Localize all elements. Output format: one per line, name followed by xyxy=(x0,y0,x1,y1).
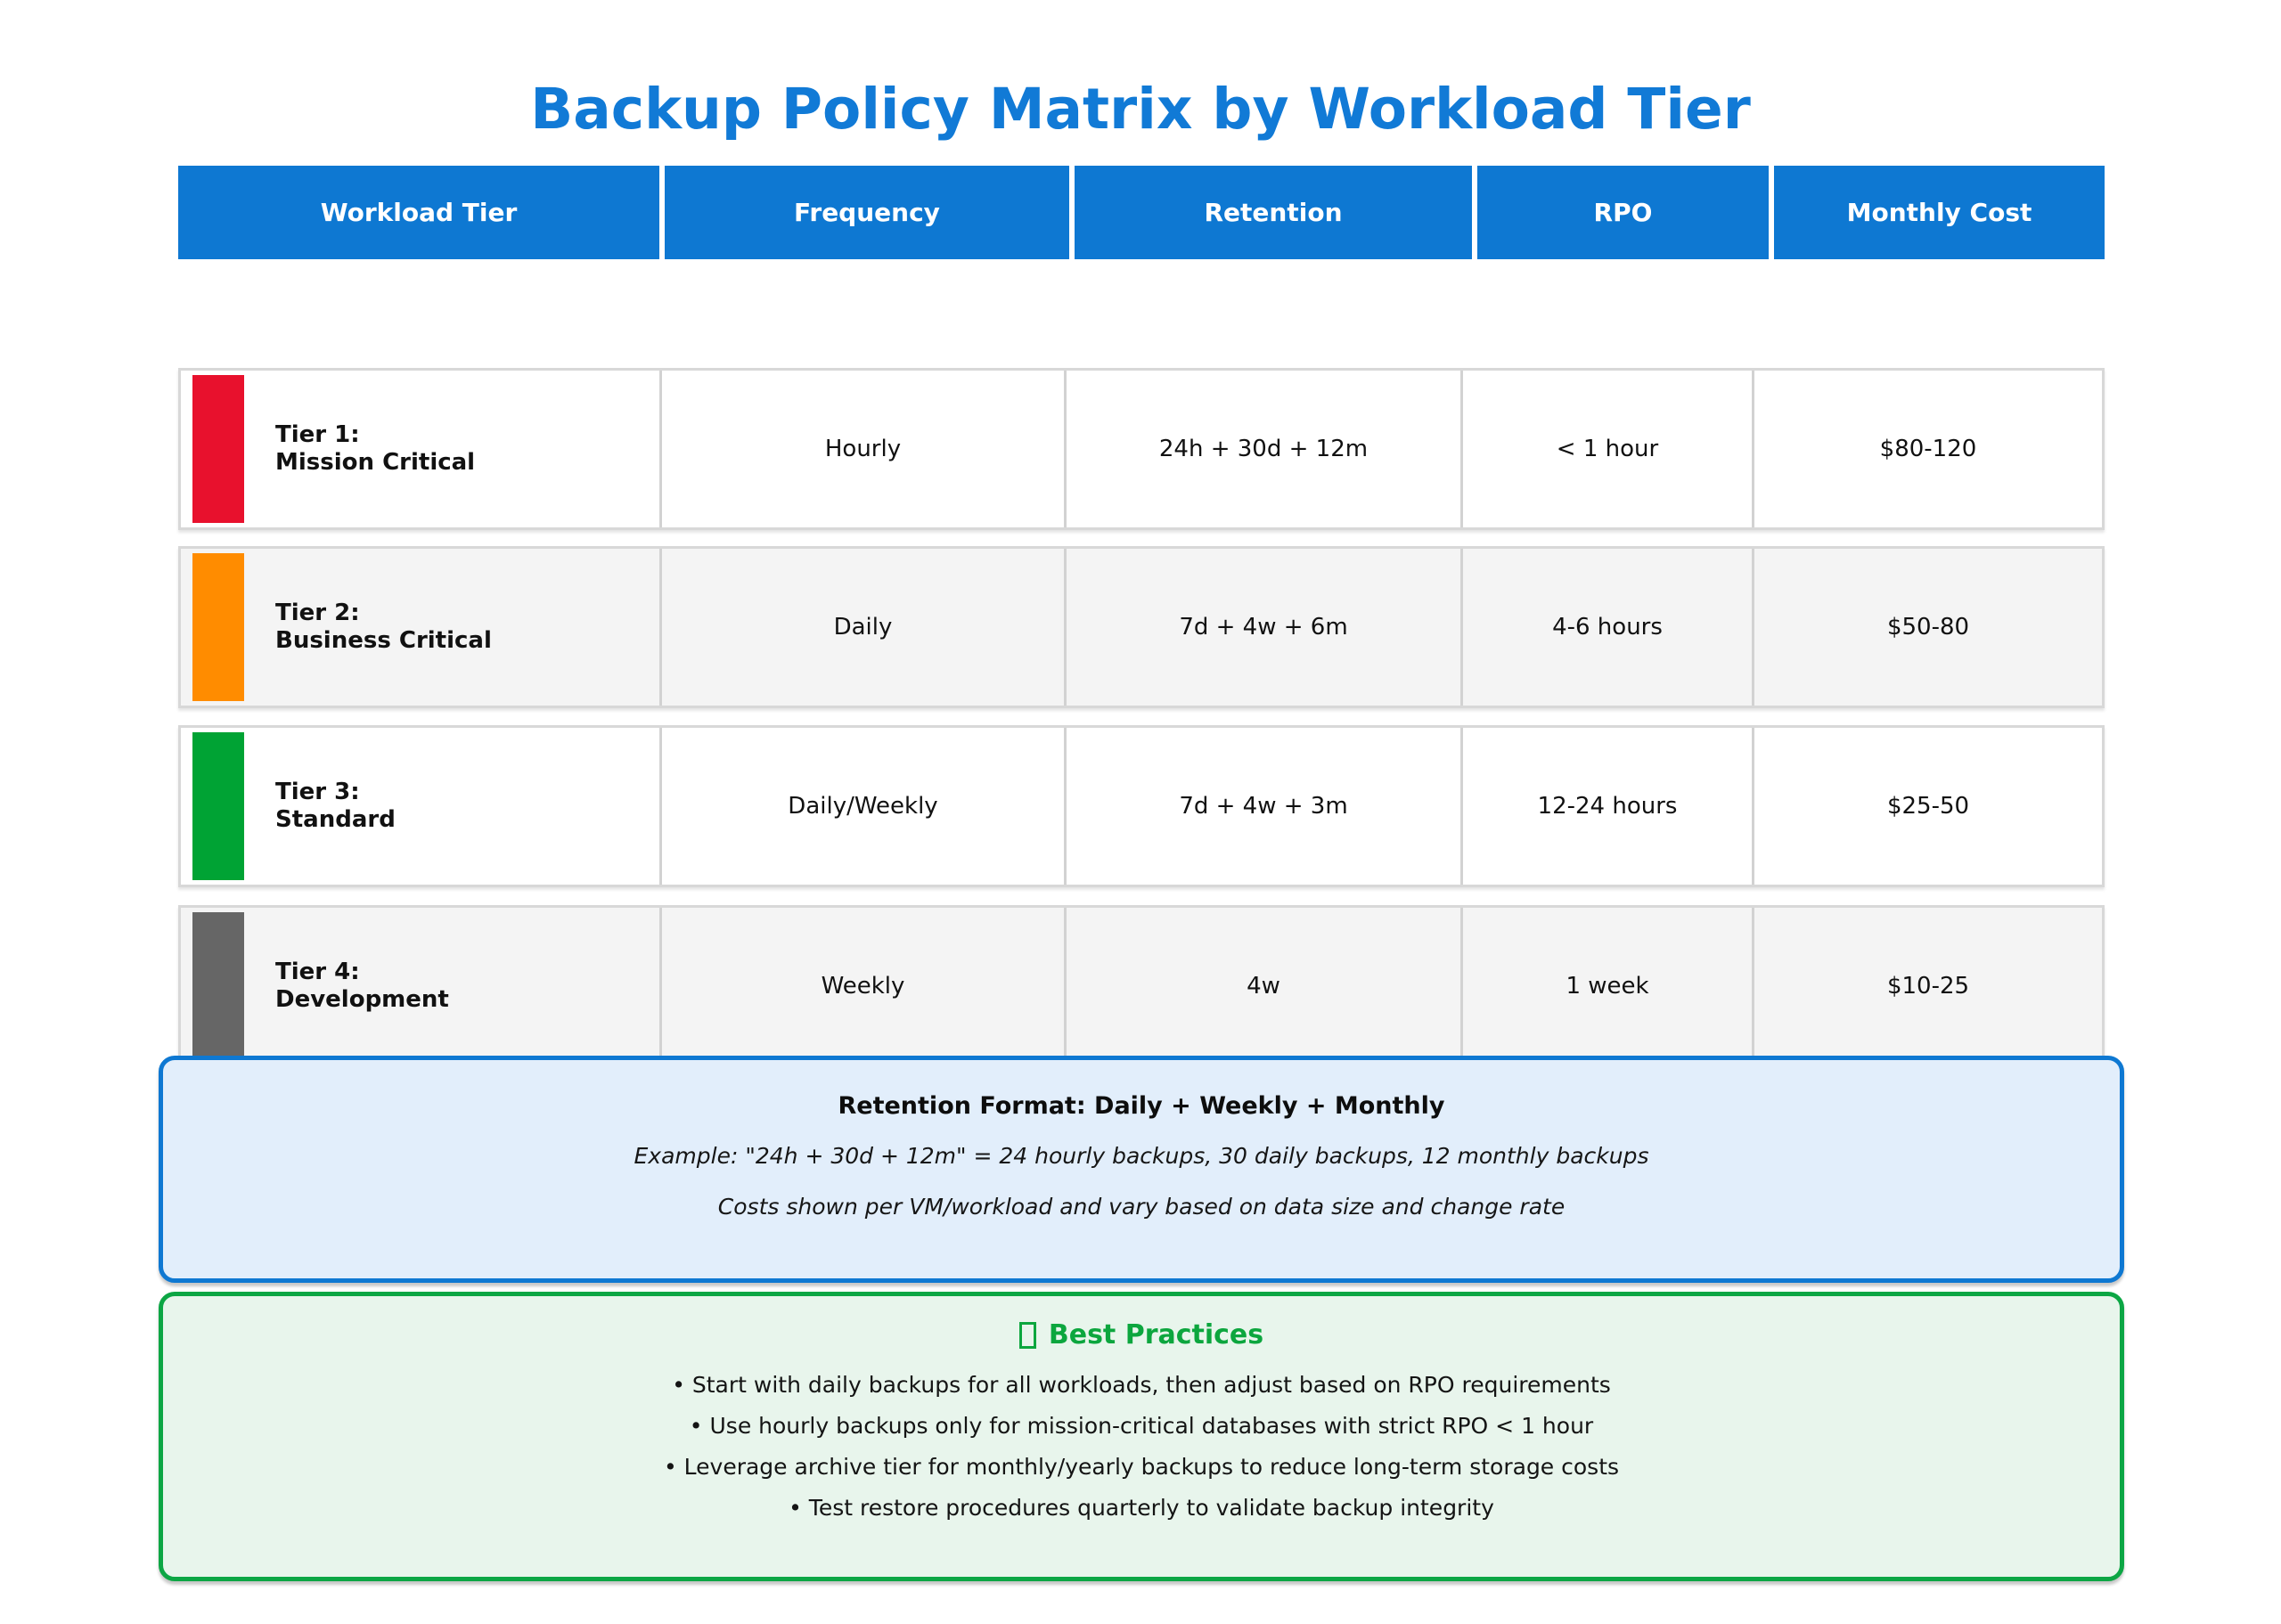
column-header-retention: Retention xyxy=(1075,166,1472,259)
best-practices-box xyxy=(159,1292,2124,1581)
frequency-cell: Hourly xyxy=(659,371,1064,527)
tier-label xyxy=(275,779,396,834)
best-practice-item: • Test restore procedures quarterly to validate backup integrity xyxy=(789,1495,1494,1521)
tier-number: Tier 2: xyxy=(275,599,360,626)
retention-cell: 7d + 4w + 6m xyxy=(1064,549,1460,706)
monthly-cost-cell: $80-120 xyxy=(1752,371,2102,527)
tier-name: Standard xyxy=(275,806,396,833)
retention-cell: 7d + 4w + 3m xyxy=(1064,728,1460,885)
column-header-workload-tier: Workload Tier xyxy=(178,166,659,259)
tier-name: Business Critical xyxy=(275,627,492,654)
tier-name: Mission Critical xyxy=(275,449,476,476)
tier-cell xyxy=(181,908,659,1065)
tier-number: Tier 3: xyxy=(275,778,360,805)
retention-note-example: Example: "24h + 30d + 12m" = 24 hourly backups, 30 daily backups, 12 monthly backups xyxy=(634,1143,1649,1169)
tier-label xyxy=(275,600,492,655)
rpo-cell: < 1 hour xyxy=(1460,371,1752,527)
column-header-frequency: Frequency xyxy=(665,166,1069,259)
retention-note-heading: Retention Format: Daily + Weekly + Monthly xyxy=(838,1092,1445,1120)
monthly-cost-cell: $10-25 xyxy=(1752,908,2102,1065)
best-practice-item: • Leverage archive tier for monthly/yearly backups to reduce long-term storage costs xyxy=(663,1454,1620,1480)
tier-color-bar xyxy=(192,553,244,701)
best-practice-item: • Start with daily backups for all workloads, then adjust based on RPO requirements xyxy=(672,1372,1611,1398)
tier-color-bar xyxy=(192,375,244,523)
frequency-cell: Daily/Weekly xyxy=(659,728,1064,885)
retention-cell: 24h + 30d + 12m xyxy=(1064,371,1460,527)
frequency-cell: Daily xyxy=(659,549,1064,706)
retention-format-note-box xyxy=(159,1056,2124,1283)
frequency-cell: Weekly xyxy=(659,908,1064,1065)
table-row-tier-3 xyxy=(178,725,2105,887)
column-header-rpo: RPO xyxy=(1477,166,1769,259)
page-title: Backup Policy Matrix by Workload Tier xyxy=(530,77,1751,142)
best-practice-item: • Use hourly backups only for mission-critical databases with strict RPO < 1 hour xyxy=(689,1413,1594,1439)
tier-number: Tier 1: xyxy=(275,420,360,448)
table-row-tier-2 xyxy=(178,546,2105,708)
best-practices-heading xyxy=(163,1319,2120,1351)
tier-cell xyxy=(181,728,659,885)
rpo-cell: 4-6 hours xyxy=(1460,549,1752,706)
tier-color-bar xyxy=(192,912,244,1060)
column-header-monthly-cost: Monthly Cost xyxy=(1774,166,2105,259)
tier-color-bar xyxy=(192,732,244,880)
monthly-cost-cell: $25-50 xyxy=(1752,728,2102,885)
retention-note-costs: Costs shown per VM/workload and vary based on data size and change rate xyxy=(717,1194,1566,1220)
table-row-tier-1 xyxy=(178,368,2105,530)
table-header-row xyxy=(178,166,2105,259)
best-practices-heading-text: Best Practices xyxy=(1048,1319,1264,1351)
tier-name: Development xyxy=(275,986,449,1013)
rpo-cell: 1 week xyxy=(1460,908,1752,1065)
tier-number: Tier 4: xyxy=(275,958,360,985)
rpo-cell: 12-24 hours xyxy=(1460,728,1752,885)
tier-label xyxy=(275,421,475,477)
table-row-tier-4 xyxy=(178,905,2105,1067)
retention-cell: 4w xyxy=(1064,908,1460,1065)
missing-glyph-placeholder-icon xyxy=(1019,1322,1036,1349)
monthly-cost-cell: $50-80 xyxy=(1752,549,2102,706)
tier-label xyxy=(275,959,449,1014)
tier-cell xyxy=(181,549,659,706)
tier-cell xyxy=(181,371,659,527)
